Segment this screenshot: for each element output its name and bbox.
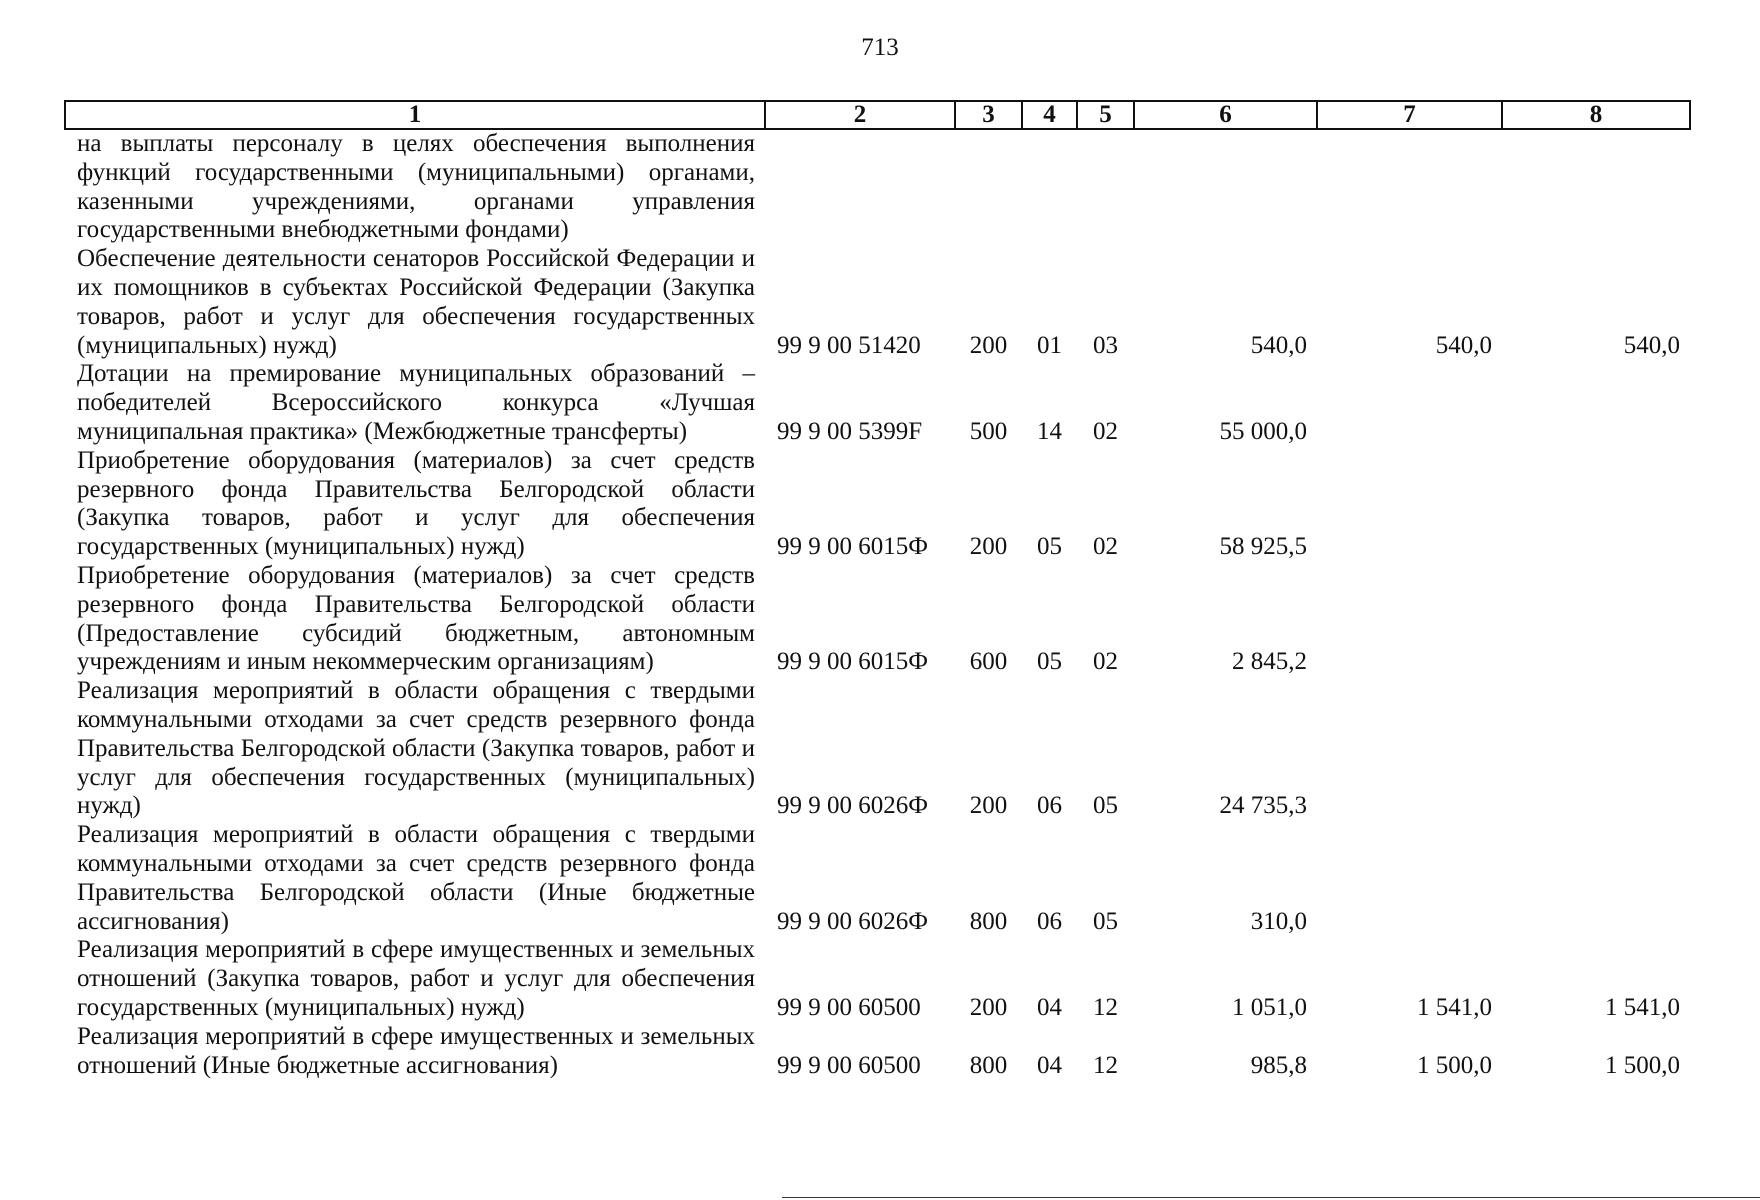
table-row — [65, 562, 1690, 677]
subsection-code: 03 — [1093, 331, 1118, 359]
amount-column-6 — [1134, 129, 1317, 245]
target-article-code — [765, 129, 955, 245]
expense-type-code: 500 — [969, 417, 1008, 445]
section-code: 05 — [1037, 533, 1062, 561]
column-header: 4 — [1022, 101, 1077, 129]
target-article-code: 99 9 00 60500 — [777, 1051, 921, 1079]
target-article-code: 99 9 00 51420 — [777, 331, 921, 359]
section-code: 01 — [1037, 331, 1062, 359]
table-row — [65, 129, 1690, 245]
table-row — [65, 360, 1690, 446]
table-row — [65, 447, 1690, 562]
footer-divider — [782, 1197, 1760, 1198]
page-number: 713 — [861, 34, 899, 61]
row-description: Реализация мероприятий в сфере имущественных и земельных отношений (Закупка товаров, работ и услуг для обеспечения государственных (муниципальных) нужд) — [77, 936, 755, 1021]
row-description: Реализация мероприятий в области обращения с твердыми коммунальными отходами за счет средств резервного фонда Правительства Белгородской области (Закупка товаров, работ и услуг для обеспечения государственных (муниципальных) нужд) — [77, 677, 755, 820]
expense-type-code: 200 — [969, 792, 1008, 820]
amount-column-8 — [1502, 447, 1690, 562]
section-code: 06 — [1037, 792, 1062, 820]
column-header: 6 — [1134, 101, 1317, 129]
row-description: Обеспечение деятельности сенаторов Российской Федерации и их помощников в субъектах Российской Федерации (Закупка товаров, работ и услуг для обеспечения государственных (муниципальных) нужд) — [77, 245, 755, 359]
amount-column-6: 2 845,2 — [1232, 648, 1307, 676]
expense-type-code: 200 — [969, 533, 1008, 561]
column-header: 5 — [1077, 101, 1134, 129]
row-description: Приобретение оборудования (материалов) за счет средств резервного фонда Правительства Белгородской области (Закупка товаров, работ и услуг для обеспечения государственных (муниципальных) нужд) — [77, 446, 755, 561]
table-row — [65, 677, 1690, 821]
section-code: 06 — [1037, 907, 1062, 935]
budget-table — [64, 100, 1691, 1080]
column-header: 2 — [765, 101, 955, 129]
subsection-code: 02 — [1093, 648, 1118, 676]
amount-column-8 — [1502, 677, 1690, 821]
row-description: Дотации на премирование муниципальных образований – победителей Всероссийского конкурса «Лучшая муниципальная практика» (Межбюджетные трансферты) — [77, 360, 755, 445]
expense-type-code: 800 — [969, 1051, 1008, 1079]
amount-column-7 — [1317, 562, 1502, 677]
section-code: 05 — [1037, 648, 1062, 676]
expense-type-code: 600 — [969, 648, 1008, 676]
amount-column-8 — [1502, 562, 1690, 677]
expense-type-code: 200 — [969, 331, 1008, 359]
table-header-row — [65, 101, 1690, 129]
target-article-code: 99 9 00 6026Ф — [777, 792, 929, 820]
amount-column-7: 1 500,0 — [1417, 1051, 1492, 1079]
amount-column-6: 58 925,5 — [1219, 533, 1307, 561]
target-article-code: 99 9 00 60500 — [777, 993, 921, 1021]
amount-column-7 — [1317, 447, 1502, 562]
target-article-code: 99 9 00 6026Ф — [777, 907, 929, 935]
subsection-code: 05 — [1093, 792, 1118, 820]
amount-column-6: 985,8 — [1250, 1051, 1307, 1079]
column-header: 3 — [955, 101, 1022, 129]
section-code: 14 — [1037, 417, 1062, 445]
table-row — [65, 936, 1690, 1022]
subsection-code: 12 — [1093, 1051, 1118, 1079]
table-row — [65, 1023, 1690, 1081]
section-code: 04 — [1037, 993, 1062, 1021]
subsection-code — [1077, 129, 1134, 245]
row-description: Реализация мероприятий в сфере имущественных и земельных отношений (Иные бюджетные ассигнования) — [77, 1022, 755, 1079]
expense-type-code — [955, 129, 1022, 245]
amount-column-6: 55 000,0 — [1219, 417, 1307, 445]
amount-column-7 — [1317, 129, 1502, 245]
column-header: 1 — [65, 101, 765, 129]
amount-column-8 — [1502, 129, 1690, 245]
amount-column-6: 310,0 — [1250, 907, 1307, 935]
column-header: 7 — [1317, 101, 1502, 129]
table-row — [65, 821, 1690, 936]
section-code — [1022, 129, 1077, 245]
row-description: на выплаты персоналу в целях обеспечения выполнения функций государственными (муниципальными) органами, казенными учреждениями, органами управления государственными внебюджетными фондами) — [77, 130, 755, 244]
target-article-code: 99 9 00 5399F — [777, 417, 923, 445]
expense-type-code: 800 — [969, 907, 1008, 935]
amount-column-7 — [1317, 821, 1502, 936]
amount-column-7 — [1317, 360, 1502, 446]
row-description: Реализация мероприятий в области обращения с твердыми коммунальными отходами за счет средств резервного фонда Правительства Белгородской области (Иные бюджетные ассигнования) — [77, 821, 755, 935]
amount-column-6: 24 735,3 — [1219, 792, 1307, 820]
amount-column-7 — [1317, 677, 1502, 821]
amount-column-8: 1 541,0 — [1605, 993, 1680, 1021]
amount-column-6: 1 051,0 — [1232, 993, 1307, 1021]
amount-column-7: 540,0 — [1435, 331, 1492, 359]
target-article-code: 99 9 00 6015Ф — [777, 648, 929, 676]
amount-column-8: 1 500,0 — [1605, 1051, 1680, 1079]
amount-column-8: 540,0 — [1623, 331, 1680, 359]
section-code: 04 — [1037, 1051, 1062, 1079]
subsection-code: 02 — [1093, 533, 1118, 561]
subsection-code: 05 — [1093, 907, 1118, 935]
amount-column-8 — [1502, 360, 1690, 446]
column-header: 8 — [1502, 101, 1690, 129]
row-description: Приобретение оборудования (материалов) за счет средств резервного фонда Правительства Белгородской области (Предоставление субсидий бюджетным, автономным учреждениям и иным некоммерческим организациям) — [77, 561, 755, 676]
amount-column-6: 540,0 — [1250, 331, 1307, 359]
table-row — [65, 245, 1690, 360]
subsection-code: 12 — [1093, 993, 1118, 1021]
target-article-code: 99 9 00 6015Ф — [777, 533, 929, 561]
expense-type-code: 200 — [969, 993, 1008, 1021]
amount-column-7: 1 541,0 — [1417, 993, 1492, 1021]
subsection-code: 02 — [1093, 417, 1118, 445]
amount-column-8 — [1502, 821, 1690, 936]
table-body — [65, 129, 1690, 1080]
